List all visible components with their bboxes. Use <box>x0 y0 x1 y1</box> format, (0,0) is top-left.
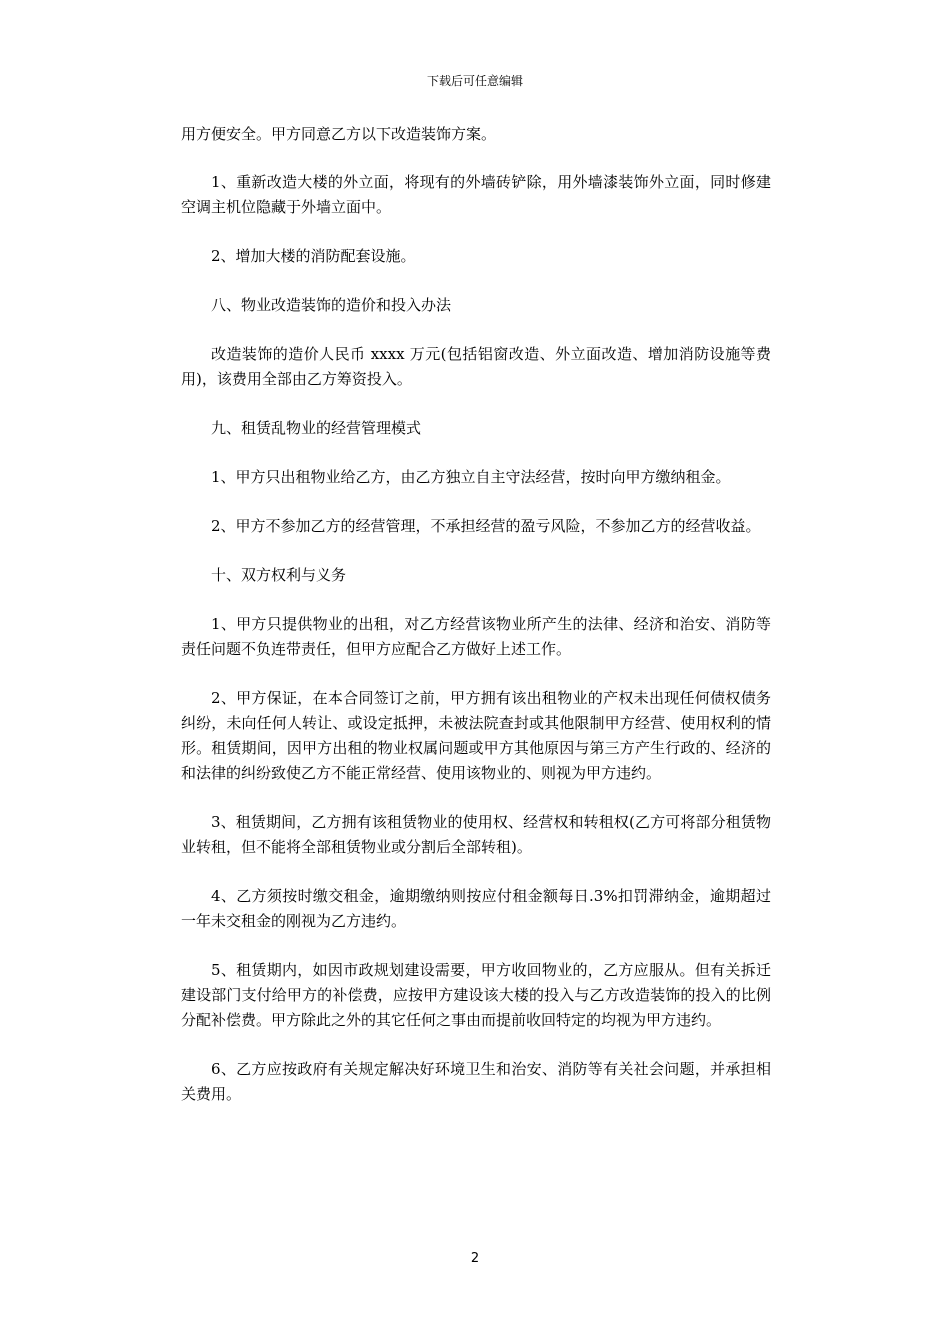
paragraph: 1、甲方只出租物业给乙方，由乙方独立自主守法经营，按时向甲方缴纳租金。 <box>211 468 731 486</box>
paragraph: 4、乙方须按时缴交租金，逾期缴纳则按应付租金额每日.3%扣罚滞纳金，逾期超过一年未交租金的刚视为乙方违约。 <box>181 887 771 930</box>
section-heading: 十、双方权利与义务 <box>211 566 347 584</box>
paragraph: 5、租赁期内，如因市政规划建设需要，甲方收回物业的，乙方应服从。但有关拆迁建设部门支付给甲方的补偿费，应按甲方建设该大楼的投入与乙方改造装饰的投入的比例分配补偿费。甲方除此之外的其它任何之事由而提前收回特定的均视为甲方违约。 <box>181 961 771 1029</box>
paragraph: 3、租赁期间，乙方拥有该租赁物业的使用权、经营权和转租权(乙方可将部分租赁物业转租，但不能将全部租赁物业或分割后全部转租)。 <box>181 813 771 856</box>
page-number: 2 <box>470 1251 480 1266</box>
paragraph: 改造装饰的造价人民币 xxxx 万元(包括铝窗改造、外立面改造、增加消防设施等费用)，该费用全部由乙方筹资投入。 <box>181 345 771 388</box>
paragraph: 2、甲方不参加乙方的经营管理，不承担经营的盈亏风险，不参加乙方的经营收益。 <box>211 517 761 535</box>
paragraph: 6、乙方应按政府有关规定解决好环境卫生和治安、消防等有关社会问题，并承担相关费用。 <box>181 1060 771 1103</box>
paragraph: 2、甲方保证，在本合同签订之前，甲方拥有该出租物业的产权未出现任何债权债务纠纷，未向任何人转让、或设定抵押，未被法院查封或其他限制甲方经营、使用权利的情形。租赁期间，因甲方出租的物业权属问题或甲方其他原因与第三方产生行政的、经济的和法律的纠纷致使乙方不能正常经营、使用该物业的、则视为甲方违约。 <box>181 689 771 782</box>
paragraph: 1、甲方只提供物业的出租，对乙方经营该物业所产生的法律、经济和治安、消防等责任问题不负连带责任，但甲方应配合乙方做好上述工作。 <box>181 615 771 658</box>
section-heading: 八、物业改造装饰的造价和投入办法 <box>211 296 452 314</box>
section-heading: 九、租赁乱物业的经营管理模式 <box>211 419 422 437</box>
paragraph: 用方便安全。甲方同意乙方以下改造装饰方案。 <box>181 125 497 143</box>
paragraph: 2、增加大楼的消防配套设施。 <box>211 247 416 265</box>
document-body <box>181 122 771 1131</box>
paragraph: 1、重新改造大楼的外立面，将现有的外墙砖铲除，用外墙漆装饰外立面，同时修建空调主机位隐藏于外墙立面中。 <box>181 173 771 216</box>
page-header: 下载后可任意编辑 <box>426 74 523 88</box>
